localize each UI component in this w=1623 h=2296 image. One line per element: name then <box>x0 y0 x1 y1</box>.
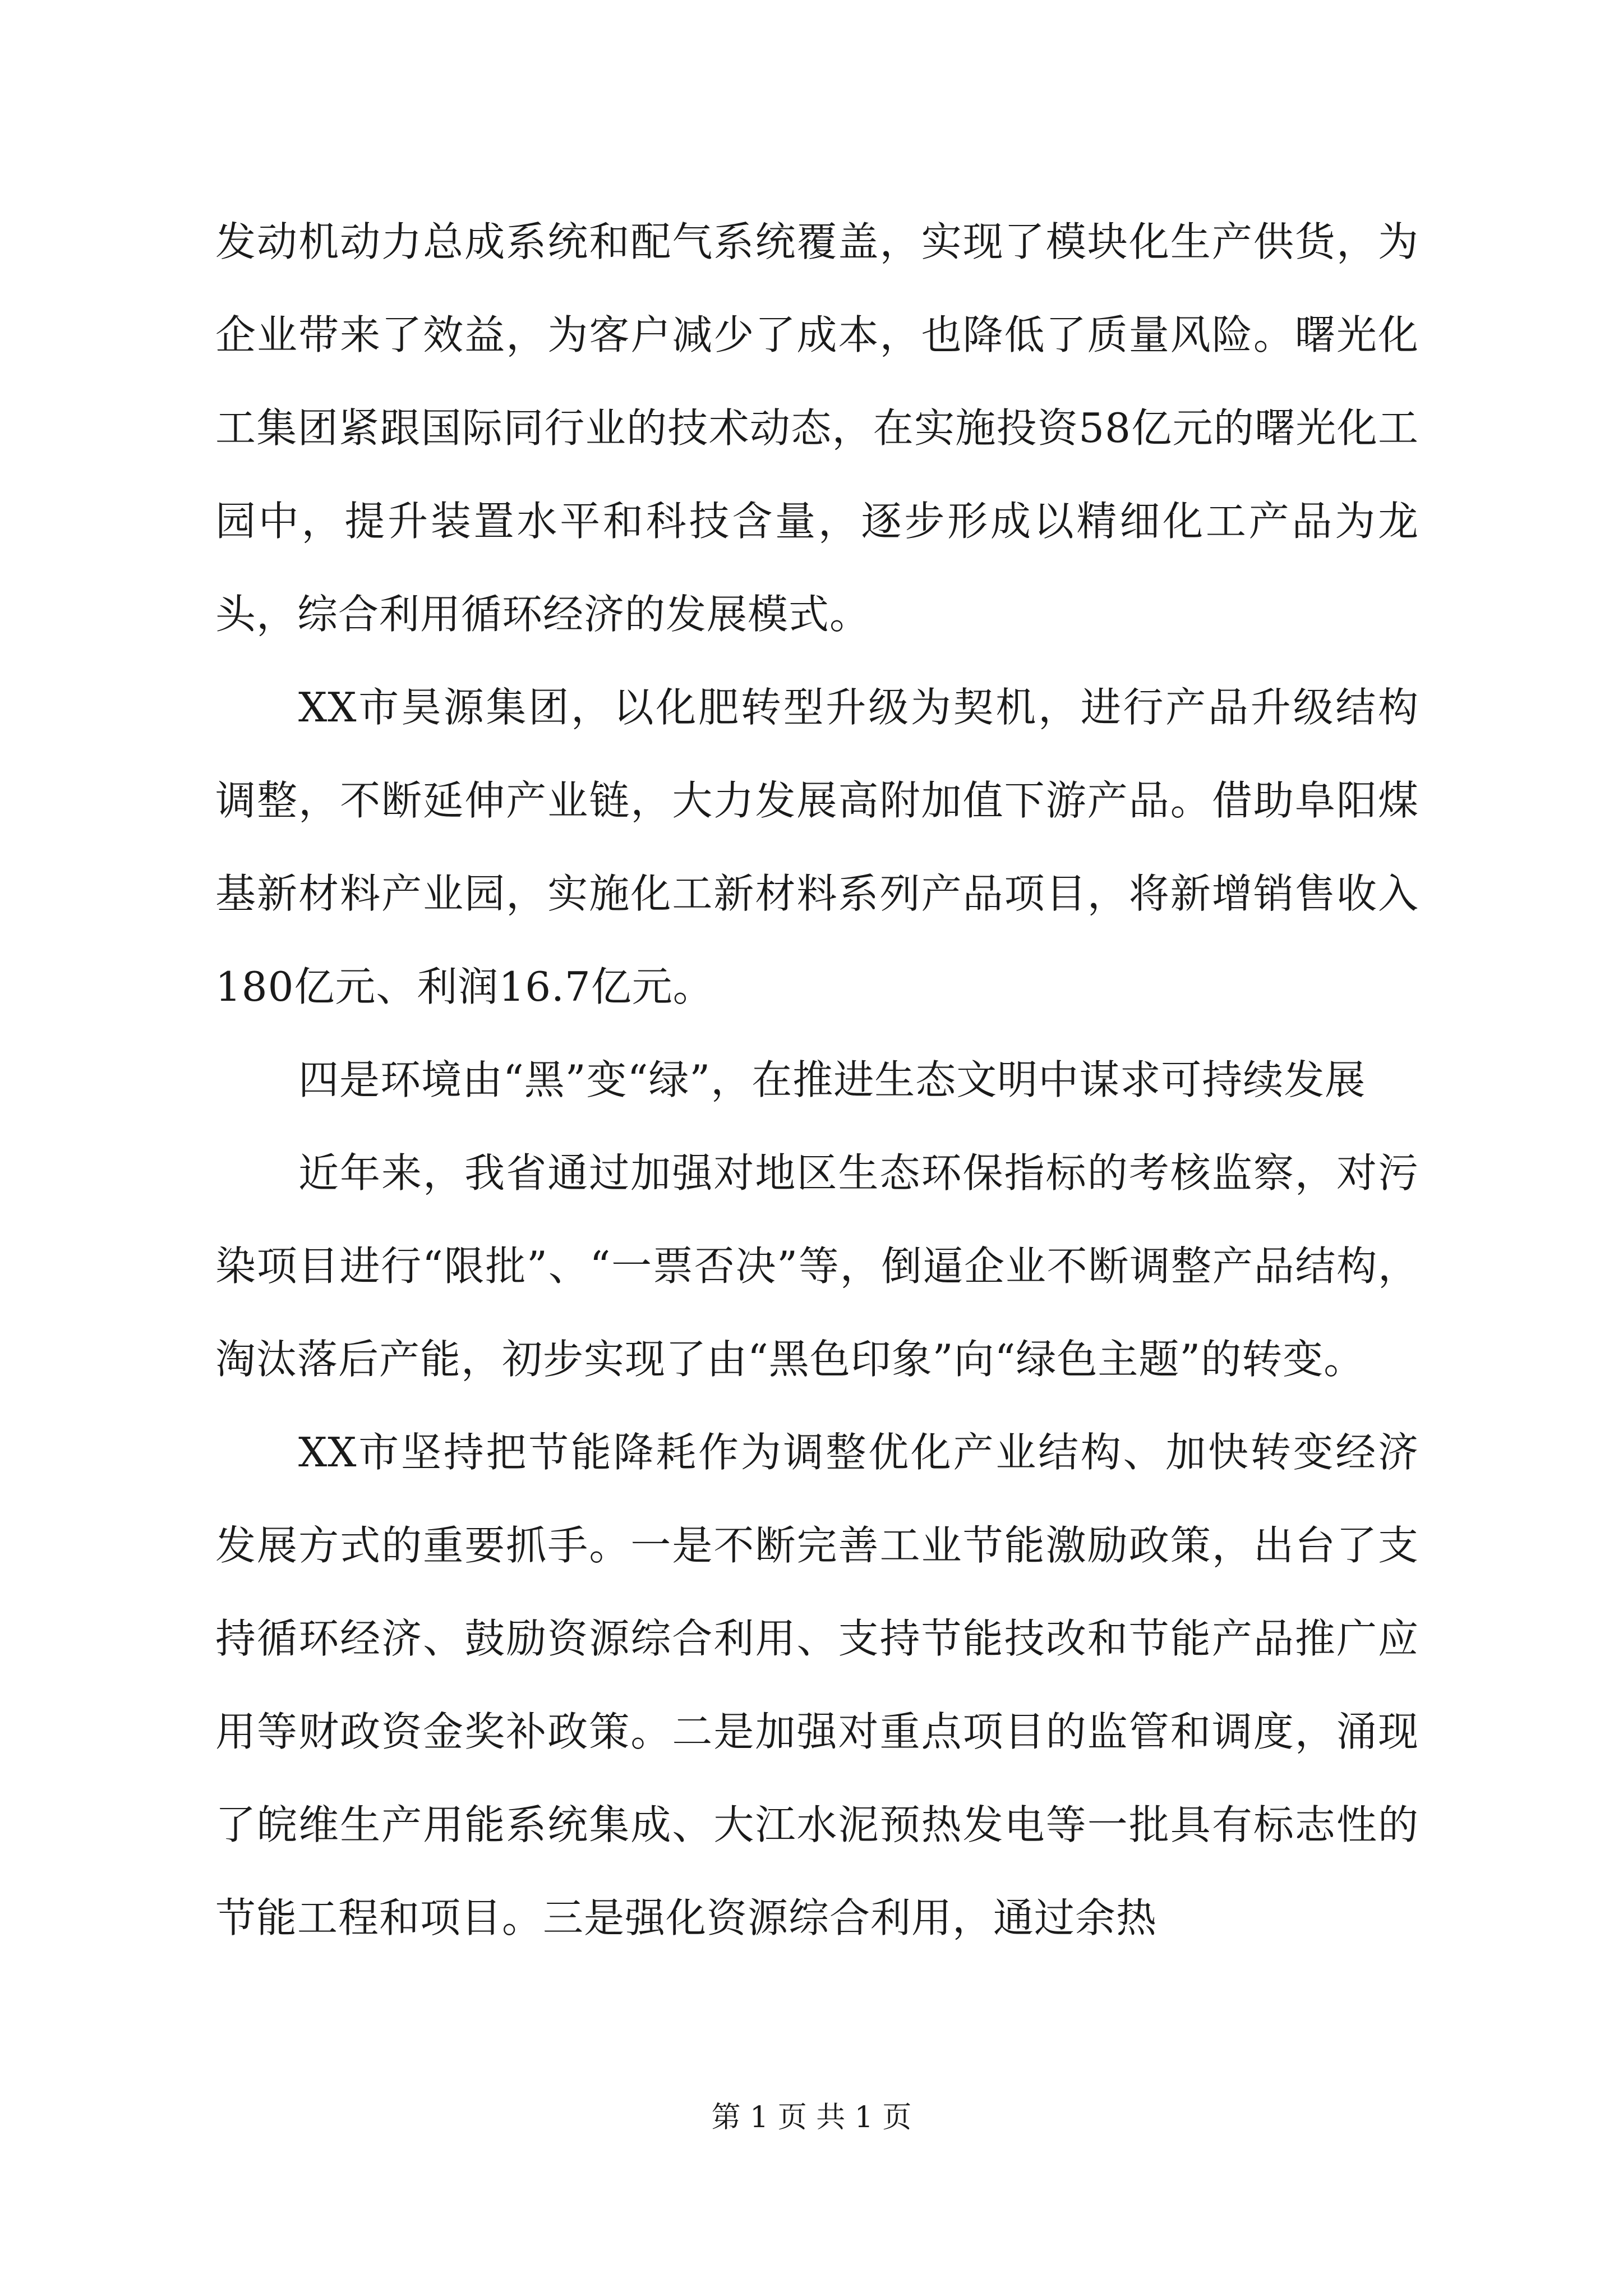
section-heading: 四是环境由“黑”变“绿”，在推进生态文明中谋求可持续发展 <box>298 1056 1366 1103</box>
document-body <box>215 195 1419 1964</box>
paragraph-1: 发动机动力总成系统和配气系统覆盖，实现了模块化生产供货，为企业带来了效益，为客户减少了成本，也降低了质量风险。曙光化工集团紧跟国际同行业的技术动态，在实施投资58亿元的曙光化工园中，提升装置水平和科技含量，逐步形成以精细化工产品为龙头，综合利用循环经济的发展模式。 <box>215 218 1419 638</box>
paragraph-3: 近年来，我省通过加强对地区生态环保指标的考核监察，对污染项目进行“限批”、“一票否决”等，倒逼企业不断调整产品结构，淘汰落后产能，初步实现了由“黑色印象”向“绿色主题”的转变。 <box>215 1149 1419 1383</box>
paragraph-4: XX市坚持把节能降耗作为调整优化产业结构、加快转变经济发展方式的重要抓手。一是不断完善工业节能激励政策，出台了支持循环经济、鼓励资源综合利用、支持节能技改和节能产品推广应用等财政资金奖补政策。二是加强对重点项目的监管和调度，涌现了皖维生产用能系统集成、大江水泥预热发电等一批具有标志性的节能工程和项目。三是强化资源综合利用，通过余热 <box>215 1429 1419 1941</box>
page-footer: 第 1 页 共 1 页 <box>711 2101 912 2134</box>
paragraph-2: XX市昊源集团，以化肥转型升级为契机，进行产品升级结构调整，不断延伸产业链，大力发展高附加值下游产品。借助阜阳煤基新材料产业园，实施化工新材料系列产品项目，将新增销售收入180亿元、利润16.7亿元。 <box>215 684 1419 1010</box>
